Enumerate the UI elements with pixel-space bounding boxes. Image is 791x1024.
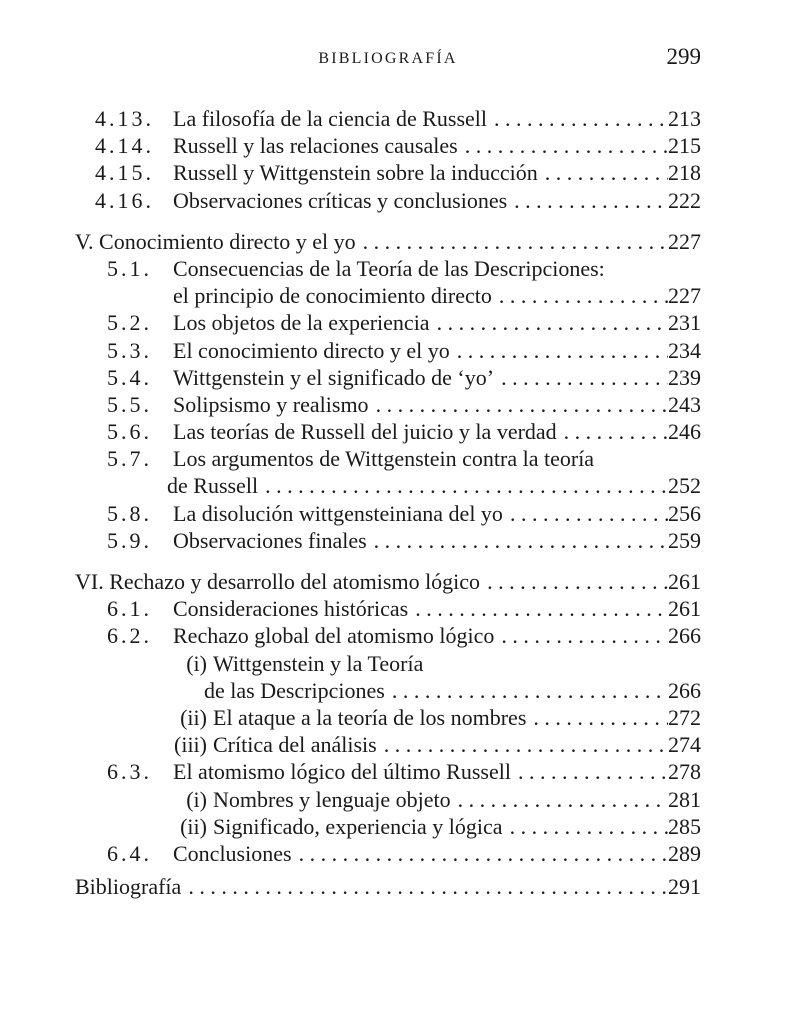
toc-entry-4-16	[75, 187, 701, 214]
toc-subnumber: (iii)	[174, 732, 207, 758]
toc-number: 5.1.	[107, 255, 152, 281]
toc-subnumber: (ii)	[180, 813, 207, 839]
toc-page: 289	[668, 840, 701, 866]
dot-leader	[530, 704, 668, 731]
toc-page: 259	[668, 527, 701, 553]
toc-entry-5-5	[75, 391, 701, 418]
dot-leader	[496, 282, 668, 309]
toc-title: Observaciones finales	[173, 527, 367, 553]
dot-leader	[498, 364, 668, 391]
toc-number: 4.16.	[95, 187, 154, 213]
section-gap	[75, 214, 701, 228]
toc-subentry-6-3-ii	[75, 813, 701, 840]
toc-title: Solipsismo y realismo	[173, 391, 369, 417]
toc-entry-4-14	[75, 132, 701, 159]
toc-subnumber: (i)	[186, 650, 207, 676]
toc-title-line1: Wittgenstein y la Teoría	[213, 650, 424, 676]
toc-chapter-title: V. Conocimiento directo y el yo	[75, 228, 356, 254]
toc-title: de Russell	[167, 473, 259, 499]
toc-title: Rechazo global del atomismo lógico	[173, 623, 495, 649]
toc-page: 243	[668, 391, 701, 417]
dot-leader	[462, 132, 668, 159]
toc-title: Wittgenstein y el significado de ‘yo’	[173, 364, 495, 390]
toc-number: 5.4.	[107, 364, 152, 390]
toc-title: Los objetos de la experiencia	[173, 310, 430, 336]
toc-page: 227	[668, 283, 701, 309]
toc-title: El ataque a la teoría de los nombres	[213, 704, 527, 730]
toc-title: el principio de conocimiento directo	[173, 283, 492, 309]
toc-number: 4.14.	[95, 133, 154, 159]
toc-entry-5-7	[75, 472, 701, 499]
toc-number: 4.13.	[95, 106, 154, 131]
toc-title: Observaciones críticas y conclusiones	[173, 187, 508, 213]
toc-entry-5-7-line1	[75, 445, 701, 472]
toc-subentry-6-2-iii	[75, 731, 701, 758]
dot-leader	[262, 472, 668, 499]
toc-subnumber: (ii)	[180, 704, 207, 730]
page-header	[75, 44, 701, 76]
toc-chapter-vi	[75, 568, 701, 595]
toc-title-line1: Consecuencias de la Teoría de las Descripciones:	[173, 255, 605, 281]
table-of-contents	[75, 105, 701, 900]
dot-leader	[412, 595, 668, 622]
toc-bibliography	[75, 873, 701, 900]
toc-entry-5-1-line1	[75, 255, 701, 282]
dot-leader	[507, 813, 668, 840]
toc-number: 5.7.	[107, 446, 152, 472]
toc-entry-5-3	[75, 337, 701, 364]
toc-entry-5-9	[75, 527, 701, 554]
toc-entry-5-4	[75, 364, 701, 391]
dot-leader	[389, 677, 668, 704]
toc-chapter-title: VI. Rechazo y desarrollo del atomismo lógico	[75, 569, 481, 594]
toc-page: 261	[668, 569, 701, 594]
toc-page: 256	[668, 500, 701, 526]
toc-title: de las Descripciones	[204, 677, 385, 703]
toc-entry-6-1	[75, 595, 701, 622]
dot-leader	[454, 337, 668, 364]
toc-title: Significado, experiencia y lógica	[213, 813, 503, 839]
toc-title: Crítica del análisis	[213, 732, 377, 758]
toc-entry-5-1	[75, 282, 701, 309]
toc-subnumber: (i)	[186, 786, 207, 812]
toc-subentry-6-2-i	[75, 677, 701, 704]
toc-entry-6-2	[75, 622, 701, 649]
dot-leader	[491, 105, 668, 132]
toc-subentry-6-2-i-line1	[75, 650, 701, 677]
toc-number: 4.15.	[95, 160, 154, 186]
toc-page: 246	[668, 419, 701, 445]
toc-title: Conclusiones	[173, 840, 292, 866]
toc-page: 272	[668, 704, 701, 730]
toc-entry-4-15	[75, 159, 701, 186]
toc-number: 6.2.	[107, 623, 152, 649]
dot-leader	[507, 500, 668, 527]
dot-leader	[515, 758, 668, 785]
toc-page: 218	[668, 160, 701, 186]
toc-entry-6-3	[75, 758, 701, 785]
toc-page: 274	[668, 732, 701, 758]
toc-entry-4-13	[75, 105, 701, 132]
toc-page: 252	[668, 473, 701, 499]
toc-title: El conocimiento directo y el yo	[173, 337, 450, 363]
toc-number: 5.6.	[107, 419, 152, 445]
toc-number: 6.4.	[107, 840, 152, 866]
toc-page: 278	[668, 759, 701, 785]
toc-page: 239	[668, 364, 701, 390]
dot-leader	[371, 527, 668, 554]
toc-title: Russell y las relaciones causales	[173, 133, 458, 159]
toc-chapter-title: Bibliografía	[75, 874, 182, 900]
toc-page: 234	[668, 337, 701, 363]
toc-number: 5.3.	[107, 337, 152, 363]
toc-number: 5.8.	[107, 500, 152, 526]
toc-subentry-6-3-i	[75, 786, 701, 813]
section-gap	[75, 554, 701, 568]
toc-page: 266	[668, 623, 701, 649]
dot-leader	[542, 159, 668, 186]
dot-leader	[360, 228, 668, 255]
dot-leader	[381, 731, 668, 758]
toc-number: 6.1.	[107, 596, 152, 622]
dot-leader	[484, 568, 668, 595]
toc-entry-6-4	[75, 840, 701, 867]
dot-leader	[561, 418, 668, 445]
toc-page: 261	[668, 596, 701, 622]
toc-page: 281	[668, 786, 701, 812]
toc-page: 266	[668, 677, 701, 703]
toc-page: 285	[668, 813, 701, 839]
toc-title: La filosofía de la ciencia de Russell	[173, 106, 487, 131]
dot-leader	[498, 622, 668, 649]
toc-title: La disolución wittgensteiniana del yo	[173, 500, 503, 526]
dot-leader	[511, 187, 668, 214]
dot-leader	[434, 309, 668, 336]
toc-title: Russell y Wittgenstein sobre la inducción	[173, 160, 538, 186]
toc-entry-5-8	[75, 500, 701, 527]
toc-page: 222	[668, 187, 701, 213]
page-number: 299	[666, 44, 701, 69]
toc-title: El atomismo lógico del último Russell	[173, 759, 511, 785]
toc-chapter-v	[75, 228, 701, 255]
dot-leader	[373, 391, 668, 418]
toc-number: 5.2.	[107, 310, 152, 336]
toc-entry-5-2	[75, 309, 701, 336]
toc-title: Nombres y lenguaje objeto	[213, 786, 451, 812]
dot-leader	[296, 840, 668, 867]
toc-page: 215	[668, 133, 701, 159]
running-head: BIBLIOGRAFÍA	[318, 50, 458, 67]
toc-number: 5.5.	[107, 391, 152, 417]
toc-number: 6.3.	[107, 759, 152, 785]
toc-page: 231	[668, 310, 701, 336]
toc-page: 291	[668, 874, 701, 900]
toc-title: Las teorías de Russell del juicio y la verdad	[173, 419, 557, 445]
toc-title: Consideraciones históricas	[173, 596, 409, 622]
toc-page: 227	[668, 228, 701, 254]
toc-entry-5-6	[75, 418, 701, 445]
toc-page: 213	[668, 106, 701, 131]
dot-leader	[185, 873, 668, 900]
toc-subentry-6-2-ii	[75, 704, 701, 731]
toc-number: 5.9.	[107, 527, 152, 553]
toc-title-line1: Los argumentos de Wittgenstein contra la teoría	[173, 446, 595, 472]
dot-leader	[455, 786, 668, 813]
